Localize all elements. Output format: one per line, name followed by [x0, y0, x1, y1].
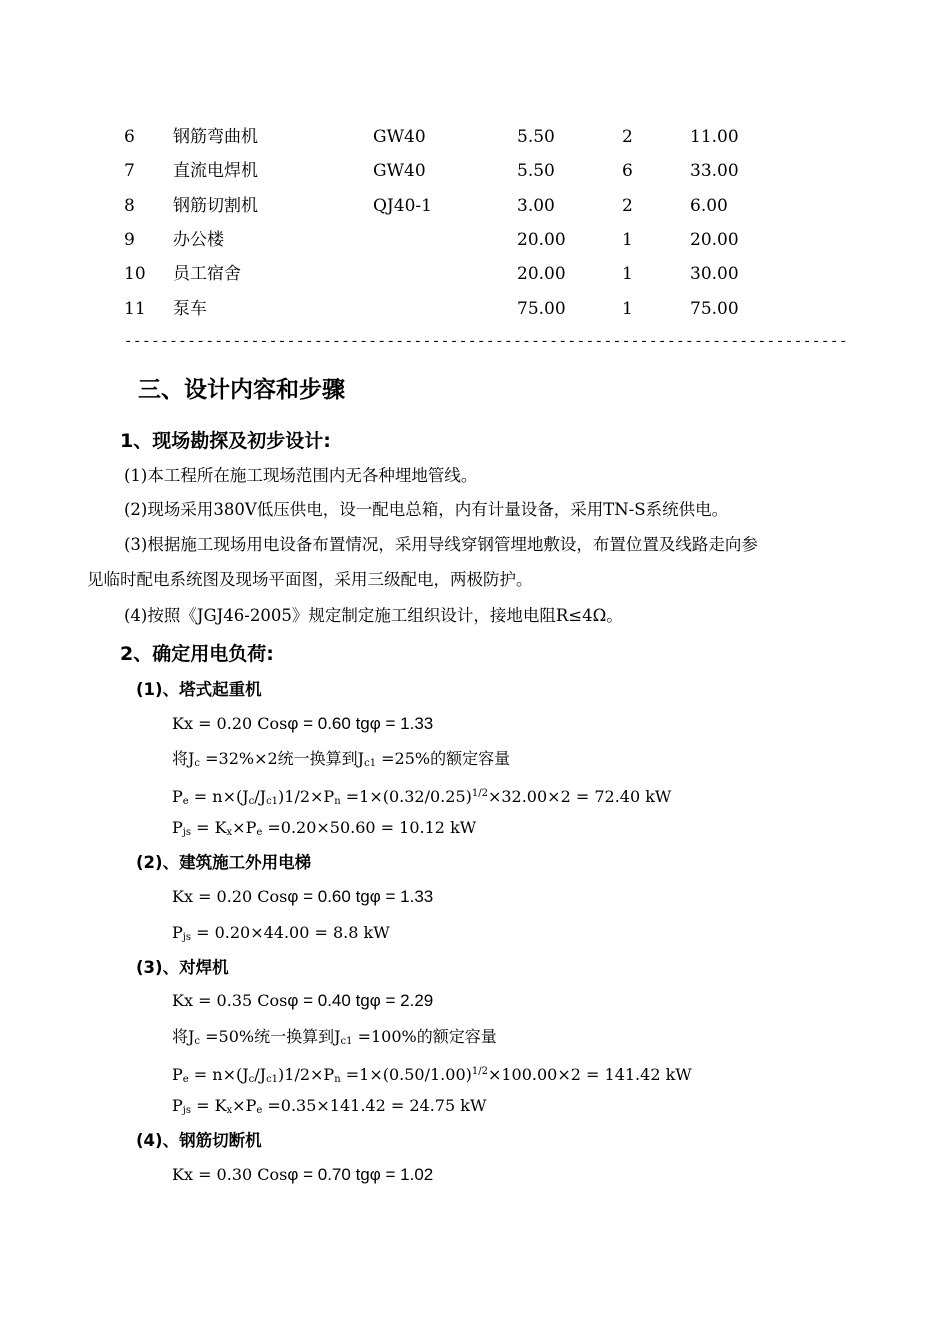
cell-model: GW40 — [373, 161, 426, 181]
formula-pjs: $P_{js} = K_x\times P_e =0.35\times 141.42 = 24.75$ kW — [172, 1096, 487, 1116]
cell-name: 员工宿舍 — [173, 264, 241, 284]
cell-power: 5.50 — [517, 161, 555, 181]
table-separator: -------------------------------------------------------------------------------- — [124, 334, 849, 350]
cell-total: 6.00 — [690, 196, 728, 216]
section-title: 三、设计内容和步骤 — [138, 377, 345, 403]
item-title-butt-welder: (3)、对焊机 — [136, 958, 229, 977]
paragraph: (4)按照《JGJ46-2005》规定制定施工组织设计，接地电阻R≤4Ω。 — [124, 606, 623, 625]
cell-total: 30.00 — [690, 264, 739, 284]
item-title-rebar-cutter: (4)、钢筋切断机 — [136, 1131, 262, 1150]
cell-qty: 1 — [622, 230, 633, 250]
cell-no: 7 — [124, 161, 135, 181]
cell-no: 11 — [124, 299, 146, 319]
cell-name: 办公楼 — [173, 230, 224, 250]
cell-name: 钢筋弯曲机 — [173, 127, 258, 147]
cell-power: 75.00 — [517, 299, 566, 319]
cell-no: 8 — [124, 196, 135, 216]
paragraph: (1)本工程所在施工现场范围内无各种埋地管线。 — [124, 466, 478, 485]
formula-conversion: 将$J_c =32\%\times 2$统一换算到$J_{c1} =25\%$的额定容量 — [172, 749, 511, 769]
cell-total: 75.00 — [690, 299, 739, 319]
formula-kx: Kx = 0.35 Cosφ = 0.40 tgφ = 2.29 — [172, 991, 434, 1010]
table-row — [0, 159, 950, 183]
cell-qty: 1 — [622, 299, 633, 319]
cell-power: 20.00 — [517, 230, 566, 250]
formula-pe: $P_e = n\times(J_c/J_{c1})1/2\times P_n =1\times(0.50/1.00)^{1/2}\times 100.00\times 2 = 141.42$ kW — [172, 1065, 692, 1085]
table-row — [0, 125, 950, 149]
cell-no: 9 — [124, 230, 135, 250]
item-title-elevator: (2)、建筑施工外用电梯 — [136, 853, 312, 872]
cell-power: 3.00 — [517, 196, 555, 216]
formula-pjs: $P_{js} = 0.20\times 44.00 = 8.8$ kW — [172, 923, 390, 943]
cell-name: 泵车 — [173, 299, 207, 319]
cell-model: GW40 — [373, 127, 426, 147]
cell-name: 直流电焊机 — [173, 161, 258, 181]
cell-total: 33.00 — [690, 161, 739, 181]
formula-conversion: 将$J_c =50\%$统一换算到$J_{c1} =100\%$的额定容量 — [172, 1027, 497, 1047]
formula-kx: Kx = 0.30 Cosφ = 0.70 tgφ = 1.02 — [172, 1165, 434, 1184]
formula-pjs: $P_{js} = K_x\times P_e =0.20\times 50.60 = 10.12$ kW — [172, 818, 477, 838]
cell-qty: 2 — [622, 196, 633, 216]
cell-total: 11.00 — [690, 127, 739, 147]
paragraph: 见临时配电系统图及现场平面图，采用三级配电，两极防护。 — [87, 570, 533, 589]
subsection-title-load: 2、确定用电负荷: — [120, 643, 274, 665]
subsection-title-survey: 1、现场勘探及初步设计: — [120, 430, 331, 452]
paragraph: (3)根据施工现场用电设备布置情况，采用导线穿钢管埋地敷设，布置位置及线路走向参 — [124, 535, 758, 554]
cell-no: 10 — [124, 264, 146, 284]
cell-power: 5.50 — [517, 127, 555, 147]
table-row — [0, 297, 950, 321]
cell-qty: 6 — [622, 161, 633, 181]
cell-qty: 2 — [622, 127, 633, 147]
table-row — [0, 228, 950, 252]
item-title-tower-crane: (1)、塔式起重机 — [136, 680, 262, 699]
formula-kx: Kx = 0.20 Cosφ = 0.60 tgφ = 1.33 — [172, 887, 434, 906]
cell-power: 20.00 — [517, 264, 566, 284]
table-row — [0, 262, 950, 286]
cell-qty: 1 — [622, 264, 633, 284]
formula-pe: $P_e = n\times(J_c/J_{c1})1/2\times P_n =1\times(0.32/0.25)^{1/2}\times 32.00\times 2 = 72.40$ kW — [172, 787, 672, 807]
cell-total: 20.00 — [690, 230, 739, 250]
cell-name: 钢筋切割机 — [173, 196, 258, 216]
table-row — [0, 194, 950, 218]
cell-no: 6 — [124, 127, 135, 147]
paragraph: (2)现场采用380V低压供电，设一配电总箱，内有计量设备，采用TN-S系统供电。 — [124, 500, 729, 519]
formula-kx: Kx = 0.20 Cosφ = 0.60 tgφ = 1.33 — [172, 714, 434, 733]
cell-model: QJ40-1 — [373, 196, 432, 216]
